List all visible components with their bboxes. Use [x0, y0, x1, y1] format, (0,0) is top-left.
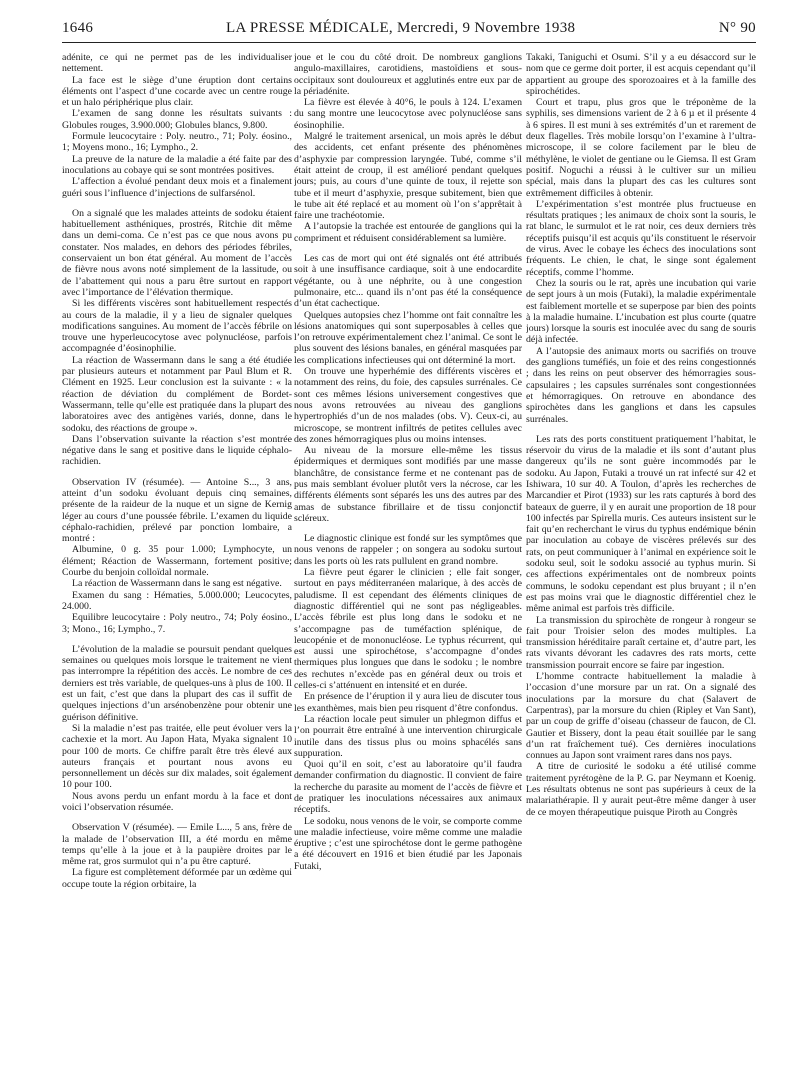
page-number: 1646 — [62, 20, 94, 36]
paragraph: Equilibre leucocytaire : Poly neutro., 74; Poly éosino., 3; Mono., 16; Lympho., 7. — [62, 612, 292, 635]
paragraph: L’expérimentation s’est montrée plus fructueuse en résultats pratiques ; les animaux de choix sont la souris, le rat blanc, le surmulot et le rat noir, ces deux derniers très réceptifs puisqu’il est acquis qu’ils constituent le réservoir de virus. Avec le cobaye les échecs des inoculations sont fréquents. Le chien, le chat, le singe sont également réceptifs, comme l’homme. — [526, 198, 756, 278]
text-column-left — [62, 52, 292, 1077]
paragraph: Nous avons perdu un enfant mordu à la face et dont voici l’observation résumée. — [62, 790, 292, 813]
paragraph: La face est le siège d’une éruption dont certains éléments ont l’aspect d’une cocarde avec un centre rouge et un halo périphérique plus clair. — [62, 74, 292, 109]
paragraph: Observation IV (résumée). — Antoine S..., 3 ans, atteint d’un sodoku évoluant depuis cinq semaines, présente de la raideur de la nuque et un signe de Kernig léger au cours d’une poussée fébrile. L’examen du liquide céphalo-rachidien, prélevé par ponction lombaire, a montré : — [62, 476, 292, 545]
paragraph: L’homme contracte habituellement la maladie à l’occasion d’une morsure par un rat. On a signalé des inoculations par la morsure du chat (Salavert de Carpentras), par la morsure du chien (Ripley et Van Sant), par un coup de griffe d’oiseau (chasseur de faucon, de Cl. Gautier et Bissery, dont la peau était souillée par le sang d’un rat fraîchement tué). Ces dernières inoculations connues au Japon sont vraiment rares dans nos pays. — [526, 671, 756, 762]
paragraph: La figure est complètement déformée par un œdème qui occupe toute la région orbitaire, la — [62, 867, 292, 890]
paragraph: La transmission du spirochète de rongeur à rongeur se fait pour Troisier selon des modes multiples. La transmission héréditaire paraît certaine et, d’autre part, les rats vivants dévorant les cadavres des rats morts, cette transmission pourrait encore se faire par ingestion. — [526, 614, 756, 671]
paragraph: La preuve de la nature de la maladie a été faite par des inoculations au cobaye qui se sont montrées positives. — [62, 153, 292, 176]
paragraph: joue et le cou du côté droit. De nombreux ganglions angulo-maxillaires, carotidiens, mastoïdiens et sous-occipitaux sont douloureux et agglutinés entre eux par de la périadénite. — [294, 52, 522, 97]
paragraph: Quoi qu’il en soit, c’est au laboratoire qu’il faudra demander confirmation du diagnostic. Il convient de faire la recherche du parasite au moment de l’accès de fièvre et de pratiquer les inoculations nécessaires aux animaux réceptifs. — [294, 759, 522, 816]
paragraph: On a signalé que les malades atteints de sodoku étaient habituellement asthéniques, prostrés, Ritchie dit même dans un demi-coma. Ce n’est pas ce que nous avons pu constater. Nos malades, en dehors des périodes fébriles, conservaient un bon état général. Au moment de l’accès de fièvre nous avons noté simplement de la lassitude, ou de l’abattement qui nous a paru être surtout en rapport avec l’importance de l’élévation thermique. — [62, 207, 292, 298]
paragraph: Si la maladie n’est pas traitée, elle peut évoluer vers la cachexie et la mort. Au Japon Hata, Myaka signalent 10 pour 100 de morts. Ce chiffre paraît être très élevé aux auteurs français et pourtant nous avons eu personnellement un décès sur dix malades, soit également 10 pour 100. — [62, 722, 292, 791]
paragraph: Les rats des ports constituent pratiquement l’habitat, le réservoir du virus de la maladie et ils sont d’autant plus dangereux qu’ils ne sont guère incommodés par le sodoku. Au Japon, Futaki a trouvé un rat infecté sur 42 et Ishiwara, 10 sur 40. A Toulon, d’après les recherches de Marcandier et Pirot (1933) sur les rats capturés à bord des bateaux de guerre, il y en aurait une proportion de 18 pour 100 infectés par Spirella muris. Ces auteurs insistent sur le fait qu’en recherchant le virus du typhus endémique bénin par inoculation au cobaye de viscères prélevés sur des rats, on peut communiquer à l’animal en expérience soit le sodoku seul, soit le sodoku associé au typhus murin. Si ces affections expérimentales ont de nombreux points communs, le sodoku cependant est plus bruyant ; il n’en est pas moins vrai que le diagnostic différentiel chez le même animal est parfois très difficile. — [526, 433, 756, 615]
paragraph: A l’autopsie la trachée est entourée de ganglions qui la compriment et réduisent considérablement sa lumière. — [294, 221, 522, 244]
text-column-middle — [294, 52, 522, 1077]
paragraph: En présence de l’éruption il y aura lieu de discuter tous les exanthèmes, mais bien peu risquent d’être confondus. — [294, 691, 522, 714]
paragraph: Takaki, Taniguchi et Osumi. S’il y a eu désaccord sur le nom que ce germe doit porter, il est acquis cependant qu’il appartient au groupe des sporozoaires et à la famille des spirochétides. — [526, 52, 756, 97]
paragraph: L’évolution de la maladie se poursuit pendant quelques semaines ou quelques mois lorsque le traitement ne vient pas interrompre la répétition des accès. Le nombre de ces derniers est très variable, de quelques-uns à plus de 100. Il est un fait, c’est que dans la plupart des cas il suffit de quelques injections d’un arsénobenzène pour obtenir une guérison définitive. — [62, 643, 292, 723]
paragraph: La fièvre peut égarer le clinicien ; elle fait songer, surtout en pays méditerranéen malarique, à des accès de paludisme. Il est cependant des éléments cliniques de diagnostic différentiel qui ne sont pas négligeables. L’accès fébrile est plus long dans le sodoku et ne s’accompagne pas de tuméfaction splénique, de leucopénie et de mononucléose. Le typhus récurrent, qui est aussi une spirochétose, s’accompagne d’ondes thermiques plus longues que dans le sodoku ; le nombre des rechutes n’excède pas en général deux ou trois et celles-ci s’atténuent en intensité et en durée. — [294, 567, 522, 692]
paragraph: Le sodoku, nous venons de le voir, se comporte comme une maladie infectieuse, voire même comme une maladie éruptive ; c’est une spirochétose dont le germe pathogène a été découvert en 1916 et bien étudié par les Japonais Futaki, — [294, 815, 522, 872]
paragraph: La fièvre est élevée à 40°6, le pouls à 124. L’examen du sang montre une leucocytose avec polynucléose sans éosinophilie. — [294, 97, 522, 131]
paragraph: Le diagnostic clinique est fondé sur les symptômes que nous venons de rappeler ; on songera au sodoku surtout dans les ports où les rats pullulent en grand nombre. — [294, 533, 522, 567]
paragraph: adénite, ce qui ne permet pas de les individualiser nettement. — [62, 52, 292, 75]
paragraph: Malgré le traitement arsenical, un mois après le début des accidents, cet enfant présente des phénomènes d’asphyxie par compression laryngée. Tubé, comme s’il était atteint de croup, il est amélioré pendant quelques jours; puis, au cours d’une quinte de toux, il rejette son tube et il meurt d’asphyxie, presque subitement, bien que le tube ait été replacé et au moment où l’on s’apprêtait à faire une trachéotomie. — [294, 131, 522, 222]
paragraph: Observation V (résumée). — Emile L..., 5 ans, frère de la malade de l’observation III, a été mordu en même temps qu’elle à la joue et à la paupière droites par le même rat, gros surmulot qui n’a pu être capturé. — [62, 822, 292, 868]
paragraph: On trouve une hyperhémie des différents viscères et notamment des reins, du foie, des capsules surrénales. Ce sont ces mêmes lésions universement congestives que nous avons retrouvées au niveau des ganglions hypertrophiés d’un de nos malades (obs. V). Ceux-ci, au microscope, se montrent infiltrés de petites cellules avec des zones hémorragiques plus ou moins intenses. — [294, 366, 522, 445]
paragraph: La réaction locale peut simuler un phlegmon diffus et l’on pourrait être entraîné à une intervention chirurgicale inutile dans des tissus plus ou moins sphacélés sans suppuration. — [294, 713, 522, 759]
journal-title: LA PRESSE MÉDICALE, Mercredi, 9 Novembre 1938 — [226, 20, 576, 36]
paragraph: Au niveau de la morsure elle-même les tissus épidermiques et dermiques sont modifiés par une masse blanchâtre, de consistance ferme et ne contenant pas de pus mais semblant évoluer plutôt vers la nécrose, car les différents éléments sont séparés les uns des autres par des amas de substance fibrillaire et de tissu conjonctif scléreux. — [294, 445, 522, 524]
paragraph: A titre de curiosité le sodoku a été utilisé comme traitement pyrétogène de la P. G. par Neymann et Koenig. Les résultats obtenus ne sont pas supérieurs à ceux de la malariathérapie. Il y aurait peut-être même danger à user de ce moyen thérapeutique puisque Piroth au Congrès — [526, 761, 756, 818]
running-header — [62, 20, 756, 40]
paragraph: L’affection a évolué pendant deux mois et a finalement guéri sous l’influence d’injections de sulfarsénol. — [62, 176, 292, 199]
paragraph: La réaction de Wassermann dans le sang a été étudiée par plusieurs auteurs et notamment par Paul Blum et R. Clément en 1925. Leur conclusion est la suivante : « la réaction de déviation du complément de Bordet-Wassermann, telle qu’elle est pratiquée dans la plupart des laboratoires avec des antigènes variés, donne, dans le sodoku, des réactions de groupe ». — [62, 354, 292, 434]
text-column-right — [526, 52, 756, 1077]
paragraph: Chez la souris ou le rat, après une incubation qui varie de sept jours à un mois (Futaki), la maladie expérimentale est faiblement mortelle et se superpose par bien des points à la maladie humaine. L’incubation est plus courte (quatre jours) lorsque la souris est inoculée avec du sang de souris déjà infectée. — [526, 277, 756, 346]
paragraph: Examen du sang : Hématies, 5.000.000; Leucocytes, 24.000. — [62, 589, 292, 612]
paragraph: La réaction de Wassermann dans le sang est négative. — [72, 578, 282, 590]
paragraph: Les cas de mort qui ont été signalés ont été attribués soit à une insuffisance cardiaque, soit à une endocardite végétante, ou à une néphrite, ou à une congestion pulmonaire, etc... quand ils n’ont pas été la conséquence d’un état cachectique. — [294, 253, 522, 310]
paragraph: A l’autopsie des animaux morts ou sacrifiés on trouve des ganglions tuméfiés, un foie et des reins congestionnés ; dans les reins on peut observer des hémorragies sous-capsulaires ; les capsules surrénales sont congestionnées et hémorragiques. On retrouve en abondance des spirochètes dans les ganglions et dans les capsules surrénales. — [526, 345, 756, 425]
paragraph: Albumine, 0 g. 35 pour 1.000; Lymphocyte, un élément; Réaction de Wassermann, fortement positive; Courbe du benjoin colloïdal normale. — [62, 544, 292, 579]
header-rule — [62, 42, 756, 43]
paragraph: Quelques autopsies chez l’homme ont fait connaître les lésions anatomiques qui sont superposables à celles que l’on retrouve expérimentalement chez l’animal. Ce sont le plus souvent des lésions banales, en général masquées par les complications infectieuses qui ont déterminé la mort. — [294, 309, 522, 366]
issue-number: N° 90 — [718, 20, 756, 36]
paragraph: L’examen de sang donne les résultats suivants : Globules rouges, 3.900.000; Globules blancs, 9.800. — [62, 108, 292, 131]
paragraph: Court et trapu, plus gros que le tréponème de la syphilis, ses dimensions varient de 2 à 6 µ et il présente 4 à 6 spires. Il est muni à ses extrémités d’un et rarement de deux flagelles. Très mobile lorsqu’on l’examine à l’ultra-microscope, il se colore facilement par le bleu de méthylène, le violet de gentiane ou le Giemsa. Il est Gram positif. Noguchi a réussi à le cultiver sur un milieu spécial, mais dans la plupart des cas les cultures sont extrêmement difficiles à obtenir. — [526, 97, 756, 199]
paragraph: Formule leucocytaire : Poly. neutro., 71; Poly. éosino., 1; Moyens mono., 16; Lympho., 2. — [62, 131, 292, 154]
paragraph: Si les différents viscères sont habituellement respectés au cours de la maladie, il y a lieu de signaler quelques modifications sanguines. Au moment de l’accès fébrile on trouve une hyperleucocytose avec polynucléose, parfois accompagnée d’éosinophilie. — [62, 298, 292, 355]
paragraph: Dans l’observation suivante la réaction s’est montrée négative dans le sang et positive dans le liquide céphalo-rachidien. — [62, 433, 292, 468]
